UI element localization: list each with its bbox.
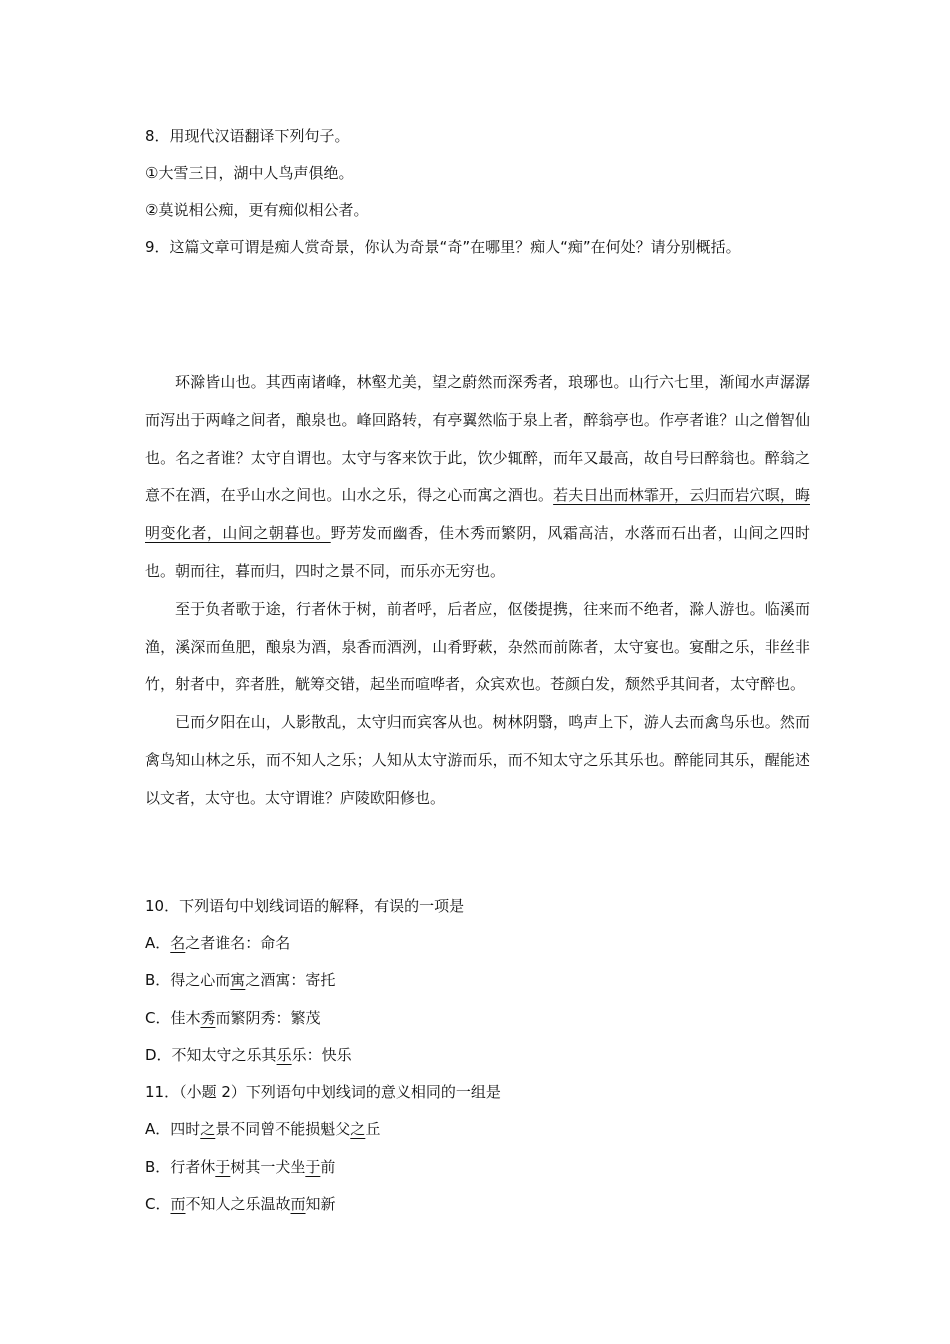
option-text: 知新 xyxy=(305,1195,336,1213)
option-text: 景不同曾不能损魁父 xyxy=(215,1120,351,1138)
underlined-word: 秀 xyxy=(200,1009,216,1027)
underlined-word: 而 xyxy=(170,1195,186,1213)
option-text: 之者谁名：命名 xyxy=(185,934,291,952)
option-text: B．行者休 xyxy=(145,1158,216,1176)
underlined-word: 乐 xyxy=(276,1046,292,1064)
option-text: 之酒寓：寄托 xyxy=(245,971,336,989)
passage-p1-part-a: 环滁皆山也。其西南诸峰，林壑尤美，望之蔚然而深秀者，琅琊也。山行六七里，渐闻水声潺潺而泻出于两峰之间者，酿泉也。峰回路转，有亭翼然临于泉上者，醉翁亭也。作亭者谁？山之僧智仙也。名之者谁？太守自谓也。太守与客来饮于此，饮少辄醉，而年又最高，故自号曰醉翁也。醉翁之意不在酒，在乎山水之间也。山水之乐，得之心而寓之酒也。 xyxy=(145,373,810,505)
question-9-stem: 9．这篇文章可谓是痴人赏奇景，你认为奇景“奇”在哪里？痴人“痴”在何处？请分别概括。 xyxy=(145,238,741,256)
question-11-stem: 11．（小题 2）下列语句中划线词的意义相同的一组是 xyxy=(145,1083,501,1101)
question-8-item-2: ②莫说相公痴，更有痴似相公者。 xyxy=(145,201,369,219)
option-text: D．不知太守之乐其 xyxy=(145,1046,277,1064)
question-8-item-1: ①大雪三日，湖中人鸟声俱绝。 xyxy=(145,164,354,182)
underlined-word: 于 xyxy=(215,1158,231,1176)
underlined-word: 名 xyxy=(170,934,186,952)
passage xyxy=(145,364,810,818)
option-text: C．佳木 xyxy=(145,1009,201,1027)
underlined-word: 之 xyxy=(200,1120,216,1138)
underlined-word: 于 xyxy=(305,1158,321,1176)
option-text: B．得之心而 xyxy=(145,971,231,989)
option-text: 树其一犬坐 xyxy=(230,1158,306,1176)
option-letter: A． xyxy=(145,934,171,952)
option-text: 前 xyxy=(320,1158,336,1176)
option-text: 不知人之乐温故 xyxy=(185,1195,291,1213)
question-10-option-d xyxy=(145,1037,810,1074)
question-11-option-a xyxy=(145,1111,810,1148)
question-8-stem: 8．用现代汉语翻译下列句子。 xyxy=(145,127,350,145)
passage-p1-part-b: 野芳发而幽香，佳木秀而繁阴，风霜高洁，水落而石出者，山间之四时也。朝而往，暮而归，四时之景不同，而乐亦无穷也。 xyxy=(145,524,810,580)
question-11-option-c xyxy=(145,1186,810,1223)
option-text: C． xyxy=(145,1195,171,1213)
passage-paragraph-1 xyxy=(145,364,810,591)
question-10-stem: 10．下列语句中划线词语的解释，有误的一项是 xyxy=(145,897,465,915)
option-text: A．四时 xyxy=(145,1120,201,1138)
question-10-option-a xyxy=(145,925,810,962)
passage-paragraph-3: 已而夕阳在山，人影散乱，太守归而宾客从也。树林阴翳，鸣声上下，游人去而禽鸟乐也。然而禽鸟知山林之乐，而不知人之乐；人知从太守游而乐，而不知太守之乐其乐也。醉能同其乐，醒能述以文者，太守也。太守谓谁？庐陵欧阳修也。 xyxy=(145,713,810,807)
question-10-option-c xyxy=(145,1000,810,1037)
question-11-option-b xyxy=(145,1149,810,1186)
underlined-word: 之 xyxy=(350,1120,366,1138)
underlined-word: 而 xyxy=(290,1195,306,1213)
passage-p1-underlined-sentence: 若夫日出而林霏开，云归而岩穴暝，晦明变化者，山间之朝暮也。 xyxy=(145,486,810,543)
option-text: 乐：快乐 xyxy=(291,1046,352,1064)
underlined-word: 寓 xyxy=(230,971,246,989)
option-text: 而繁阴秀：繁茂 xyxy=(215,1009,321,1027)
question-10-option-b xyxy=(145,962,810,999)
passage-paragraph-2: 至于负者歌于途，行者休于树，前者呼，后者应，伛偻提携，往来而不绝者，滁人游也。临溪而渔，溪深而鱼肥，酿泉为酒，泉香而酒洌，山肴野蔌，杂然而前陈者，太守宴也。宴酣之乐，非丝非竹，射者中，弈者胜，觥筹交错，起坐而喧哗者，众宾欢也。苍颜白发，颓然乎其间者，太守醉也。 xyxy=(145,599,810,694)
option-text: 丘 xyxy=(365,1120,381,1138)
